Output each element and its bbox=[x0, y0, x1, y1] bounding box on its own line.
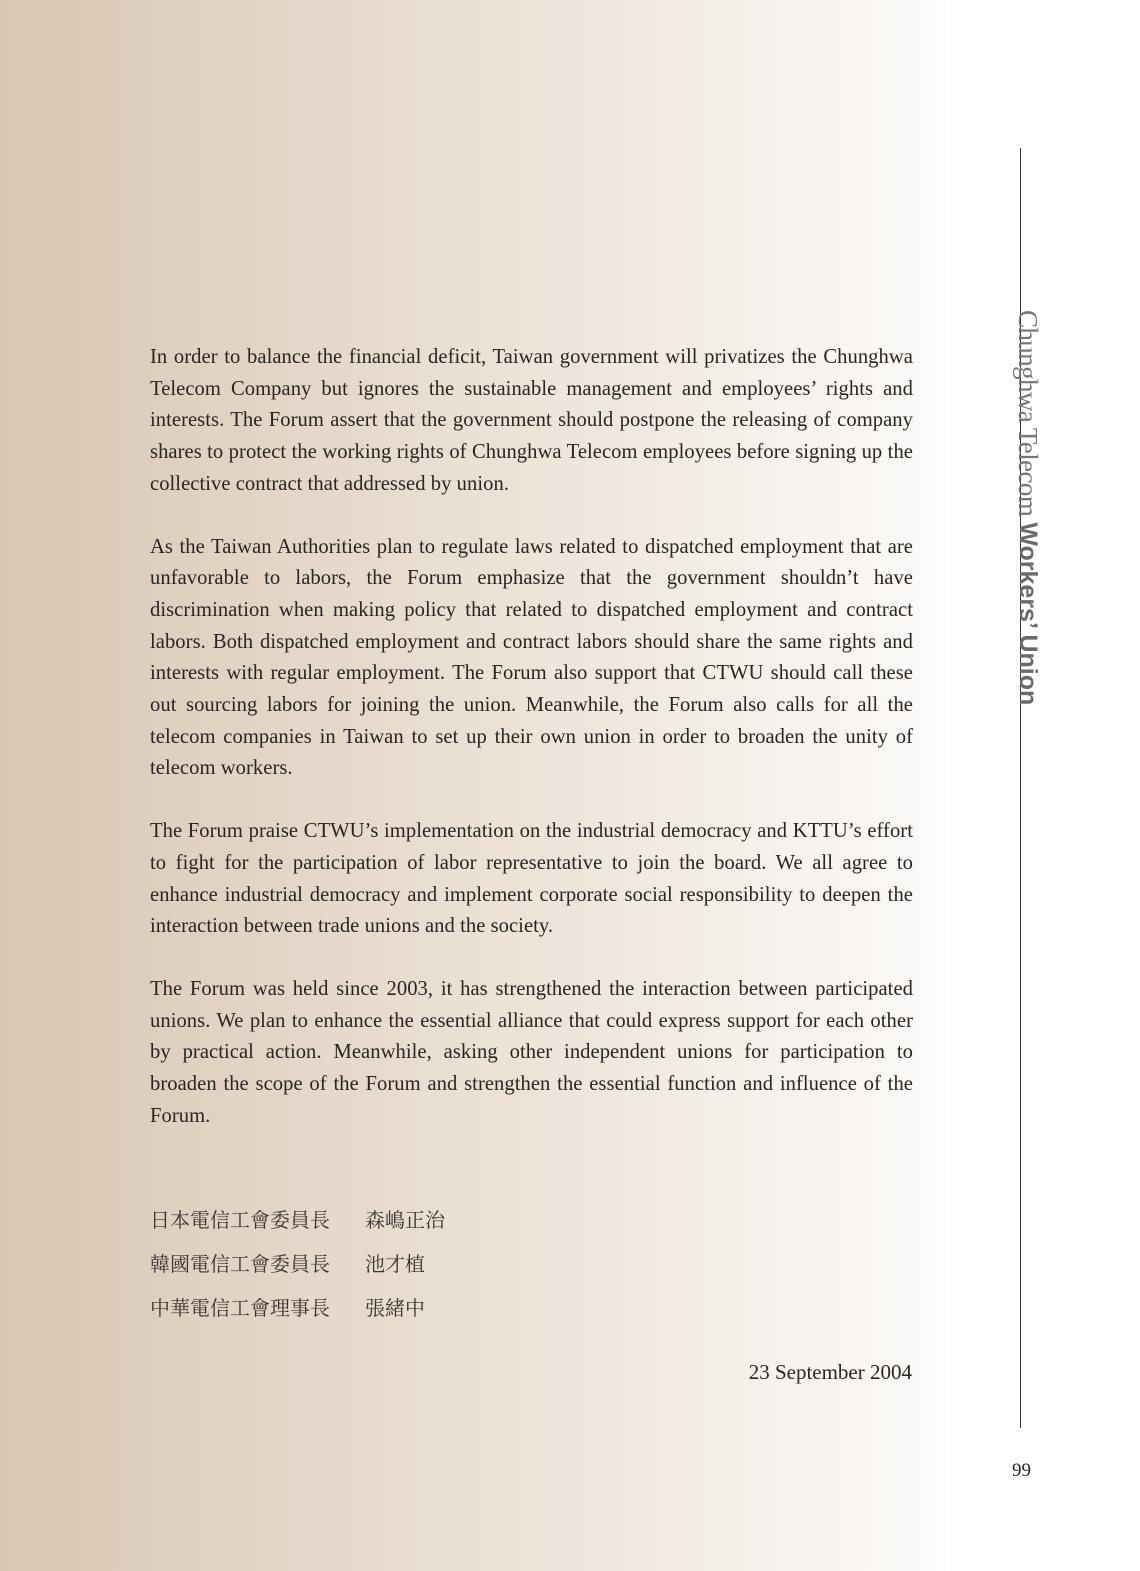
paragraph-dispatched-employment: As the Taiwan Authorities plan to regulate laws related to dispatched employment that are unfavorable to labors, the Forum emphasize that the government shouldn’t have discrimination when making policy that related to dispatched employment and contract labors. Both dispatched employment and contract labors should share the same rights and interests with regular employment. The Forum also support that CTWU should call these out sourcing labors for joining the union. Meanwhile, the Forum also calls for all the telecom companies in Taiwan to set up their own union in order to broaden the unity of telecom workers. bbox=[150, 535, 913, 780]
signature-title: 韓國電信工會委員長 bbox=[150, 1252, 330, 1276]
paragraph-industrial-democracy: The Forum praise CTWU’s implementation on the industrial democracy and KTTU’s effort to fight for the participation of labor representative to join the board. We all agree to enhance industrial democracy and implement corporate social responsibility to deepen the interaction between trade unions and the society. bbox=[150, 820, 913, 938]
main-text bbox=[150, 342, 913, 1163]
signature-line bbox=[150, 1202, 445, 1246]
signature-block bbox=[150, 1202, 445, 1334]
signature-name: 張緒中 bbox=[365, 1296, 425, 1320]
signature-name: 池才植 bbox=[365, 1252, 425, 1276]
page-number: 99 bbox=[1012, 1460, 1031, 1481]
signature-title: 日本電信工會委員長 bbox=[150, 1208, 330, 1232]
signature-title: 中華電信工會理事長 bbox=[150, 1296, 330, 1320]
signature-name: 森嶋正治 bbox=[365, 1208, 445, 1232]
side-title-union: Workers’ Union bbox=[1014, 522, 1042, 706]
side-running-title bbox=[1012, 310, 1044, 705]
document-date: 23 September 2004 bbox=[748, 1360, 912, 1384]
signature-line bbox=[150, 1290, 445, 1334]
paragraph-privatization: In order to balance the financial deficit, Taiwan government will privatizes the Chunghwa Telecom Company but ignores the sustainable management and employees’ rights and interests. The Forum assert that the government should postpone the releasing of company shares to protect the working rights of Chunghwa Telecom employees before signing up the collective contract that addressed by union. bbox=[150, 346, 913, 495]
paragraph-forum-history: The Forum was held since 2003, it has strengthened the interaction between participated unions. We plan to enhance the essential alliance that could express support for each other by practical action. Meanwhile, asking other independent unions for participation to broaden the scope of the Forum and strengthen the essential function and influence of the Forum. bbox=[150, 977, 913, 1127]
side-title-company: Chunghwa Telecom bbox=[1013, 310, 1043, 523]
signature-line bbox=[150, 1246, 445, 1290]
